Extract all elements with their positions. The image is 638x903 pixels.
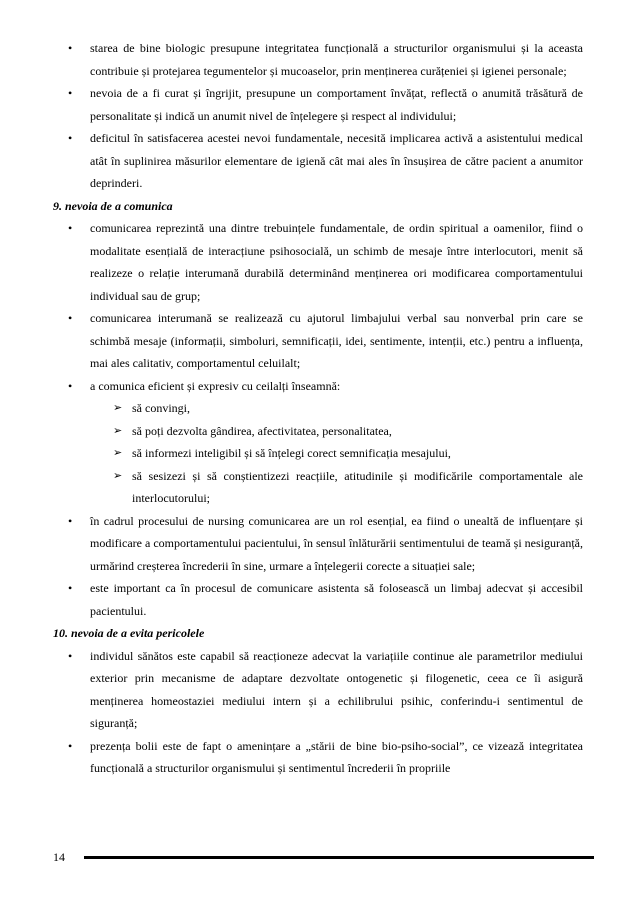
list-item-text: comunicarea reprezintă una dintre trebuințele fundamentale, de ordin spiritual a oamenilor, fiind o modalitate esențială de interacțiune psihosocială, un schimb de mesaje între interlocutori, menit să realizeze o relație interumană durabilă determinând menținerea ori modificarea comportamentului individual sau de grup; (90, 221, 583, 303)
list-item-text: prezența bolii este de fapt o amenințare a „stării de bine bio-psiho-social”, ce vizează integritatea funcțională a structurilor organismului și sentimentul încrederii în propriile (90, 738, 583, 775)
sub-list-item-text: să convingi, (132, 401, 190, 415)
bullet-dot-icon: • (68, 131, 73, 145)
section-heading-9: 9. nevoia de a comunica (53, 198, 173, 213)
section-9-bullet-list (53, 217, 583, 397)
list-item (53, 735, 583, 780)
sub-list-item-text: să sesizezi și să conștientizezi reacțiile, atitudinile și modificările comportamentale ale interlocutorului; (132, 468, 583, 505)
section-heading-10: 10. nevoia de a evita pericolele (53, 626, 205, 640)
section-9-sub-list (53, 397, 583, 510)
list-item (53, 307, 583, 375)
arrow-bullet-icon: ➢ (113, 402, 123, 414)
list-item-text: comunicarea interumană se realizează cu ajutorul limbajului verbal sau nonverbal prin care se schimbă mesaje (informații, simboluri, semnificații, idei, sentimente, intenții, etc.) pentru a influența, mai ales calitativ, comportamentul celuilalt; (90, 311, 583, 370)
list-item-text: starea de bine biologic presupune integritatea funcțională a structurilor organismului și la aceasta contribuie și protejarea tegumentelor și mucoaselor, prin menținerea curățeniei și igienei personale; (90, 41, 583, 78)
arrow-bullet-icon: ➢ (113, 447, 123, 459)
list-item-text: individul sănătos este capabil să reacționeze adecvat la variațiile continue ale parametrilor mediului exterior prin mecanisme de adaptare dezvoltate ontogenetic și filogenetic, ceea ce îi asigură menținerea homeostaziei mediului intern și a echilibrului psihic, conferindu-i sentimentul de siguranță; (90, 648, 583, 730)
bullet-dot-icon: • (68, 311, 73, 325)
sub-list-item-text: să informezi inteligibil și să înțelegi corect semnificația mesajului, (132, 446, 451, 460)
sub-list-item (53, 465, 583, 510)
section-9-bullet-list-continued (53, 510, 583, 623)
bullet-dot-icon: • (68, 86, 73, 100)
arrow-bullet-icon: ➢ (113, 424, 123, 437)
list-item (53, 82, 583, 127)
bullet-dot-icon: • (68, 648, 73, 663)
bullet-dot-icon: • (68, 378, 73, 393)
page-content (53, 37, 583, 780)
list-item (53, 510, 583, 578)
bullet-dot-icon: • (68, 581, 73, 595)
page-footer (53, 849, 583, 865)
list-item-text: a comunica eficient și expresiv cu ceilalți înseamnă: (90, 378, 341, 393)
section-10-bullet-list (53, 645, 583, 780)
intro-bullet-list (53, 37, 583, 195)
sub-list-item (53, 397, 583, 420)
sub-list-item (53, 420, 583, 443)
bullet-dot-icon: • (68, 41, 73, 55)
list-item (53, 577, 583, 622)
list-item-text: deficitul în satisfacerea acestei nevoi fundamentale, necesită implicarea activă a asistentului medical atât în suplinirea măsurilor elementare de igienă cât mai ales în însușirea de către pacient a anumitor deprinderi. (90, 131, 583, 190)
list-item (53, 375, 583, 398)
list-item-text: în cadrul procesului de nursing comunicarea are un rol esențial, ea fiind o unealtă de influențare și modificare a comportamentului pacientului, în sensul înlăturării sentimentului de teamă și nesiguranță, urmărind creșterea încrederii în sine, urmare a înțelegerii corecte a situației sale; (90, 513, 583, 573)
list-item (53, 645, 583, 735)
bullet-dot-icon: • (68, 221, 73, 235)
list-item-text: nevoia de a fi curat și îngrijit, presupune un comportament învățat, reflectă o anumită trăsătură de personalitate și indică un anumit nivel de înțelegere și respect al individului; (90, 86, 583, 123)
list-item (53, 127, 583, 195)
page-number: 14 (53, 850, 65, 864)
arrow-bullet-icon: ➢ (113, 469, 123, 482)
footer-rule (84, 856, 594, 859)
sub-list-item-text: să poți dezvolta gândirea, afectivitatea, personalitatea, (132, 423, 392, 438)
bullet-dot-icon: • (68, 738, 73, 753)
list-item-text: este important ca în procesul de comunicare asistenta să folosească un limbaj adecvat și accesibil pacientului. (90, 581, 583, 618)
list-item (53, 217, 583, 307)
list-item (53, 37, 583, 82)
sub-list-item (53, 442, 583, 465)
bullet-dot-icon: • (68, 513, 73, 528)
